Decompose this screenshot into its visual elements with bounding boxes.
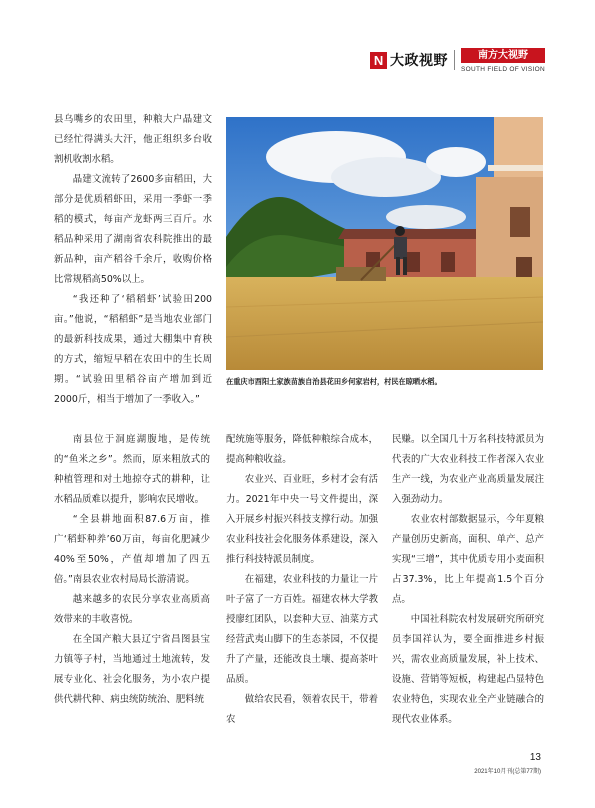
section-title-en: SOUTH FIELD OF VISION (461, 65, 545, 73)
brand-name: 大政视野 (390, 53, 449, 69)
paragraph: 在福建，农业科技的力量让一片叶子富了一方百姓。福建农林大学教授廖红团队，以套种大豆、油菜方式经营武夷山脚下的生态茶园，不仅提升了产量，还能改良土壤、提高茶叶品质。 (226, 574, 378, 685)
section-label (461, 46, 545, 74)
masthead (370, 46, 545, 74)
paragraph: 配统施等服务，降低种粮综合成本，提高种粮收益。 (226, 434, 378, 465)
section-title-cn: 南方大视野 (461, 48, 545, 63)
paragraph: 南县位于洞庭湖腹地，是传统的“鱼米之乡”。然而，原来粗放式的种植管理和对土地掠夺式的耕种，让水稻品质难以提升，影响农民增收。 (54, 434, 210, 505)
paragraph: 中国社科院农村发展研究所研究员李国祥认为，要全面推进乡村振兴，需农业高质量发展，补上技术、设施、营销等短板，构建起凸显特色农业特色，实现农业全产业链融合的现代农业体系。 (392, 614, 544, 725)
paragraph: 越来越多的农民分享农业高质高效带来的丰收喜悦。 (54, 594, 210, 625)
paragraph: “全县耕地面积87.6万亩，推广‘稻虾种养’60万亩，每亩化肥减少40%至50%，产值却增加了四五倍。”南县农业农村局局长游清说。 (54, 514, 210, 585)
paragraph: 农业农村部数据显示，今年夏粮产量创历史新高，面积、单产、总产实现“三增”，其中优质专用小麦面积占37.3%，比上年提高1.5个百分点。 (392, 514, 544, 605)
brand (370, 46, 448, 74)
logo-mark: N (370, 52, 387, 69)
photo-caption: 在重庆市酉阳土家族苗族自治县花田乡何家岩村，村民在晾晒水稻。 (226, 377, 442, 386)
column-1-top (54, 110, 212, 410)
column-1-bottom (54, 430, 210, 710)
issue-info: 2021年10月刊(总第77期) (474, 769, 541, 775)
paragraph: 民赚。以全国几十万名科技特派员为代表的广大农业科技工作者深入农业生产一线，为农业产业高质量发展注入强劲动力。 (392, 434, 544, 505)
paragraph: 做给农民看，领着农民干，带着农 (226, 694, 378, 725)
paragraph: “我还种了‘稻稻虾’试验田200亩。”他说，“稻稻虾”是当地农业部门的最新科技成果，通过大棚集中育秧的方式，缩短早稻在农田中的生长周期。“试验田里稻谷亩产增加到近2000斤，相当于增加了一季收入。” (54, 294, 212, 405)
column-3 (392, 430, 544, 730)
column-2 (226, 430, 378, 730)
paragraph: 县乌嘴乡的农田里，种粮大户晶建文已经忙得满头大汗，他正组织多台收割机收割水稻。 (54, 114, 212, 165)
paragraph: 晶建文流转了2600多亩稻田，大部分是优质稻虾田，采用一季虾一季稻的模式，每亩产龙虾两三百斤。水稻品种采用了湖南省农科院推出的最新品种，亩产稻谷千余斤，收购价格比常规稻高50%以上。 (54, 174, 212, 285)
village-photo (226, 117, 543, 370)
divider (454, 50, 455, 70)
paragraph: 农业兴、百业旺，乡村才会有活力。2021年中央一号文件提出，深入开展乡村振兴科技支撑行动。加强农业科技社会化服务体系建设，深入推行科技特派员制度。 (226, 474, 378, 565)
paragraph: 在全国产粮大县辽宁省昌图县宝力镇等子村，当地通过土地流转，发展专业化、社会化服务，为小农户提供代耕代种、病虫统防统治、肥料统 (54, 634, 210, 705)
page-number: 13 (529, 752, 541, 763)
